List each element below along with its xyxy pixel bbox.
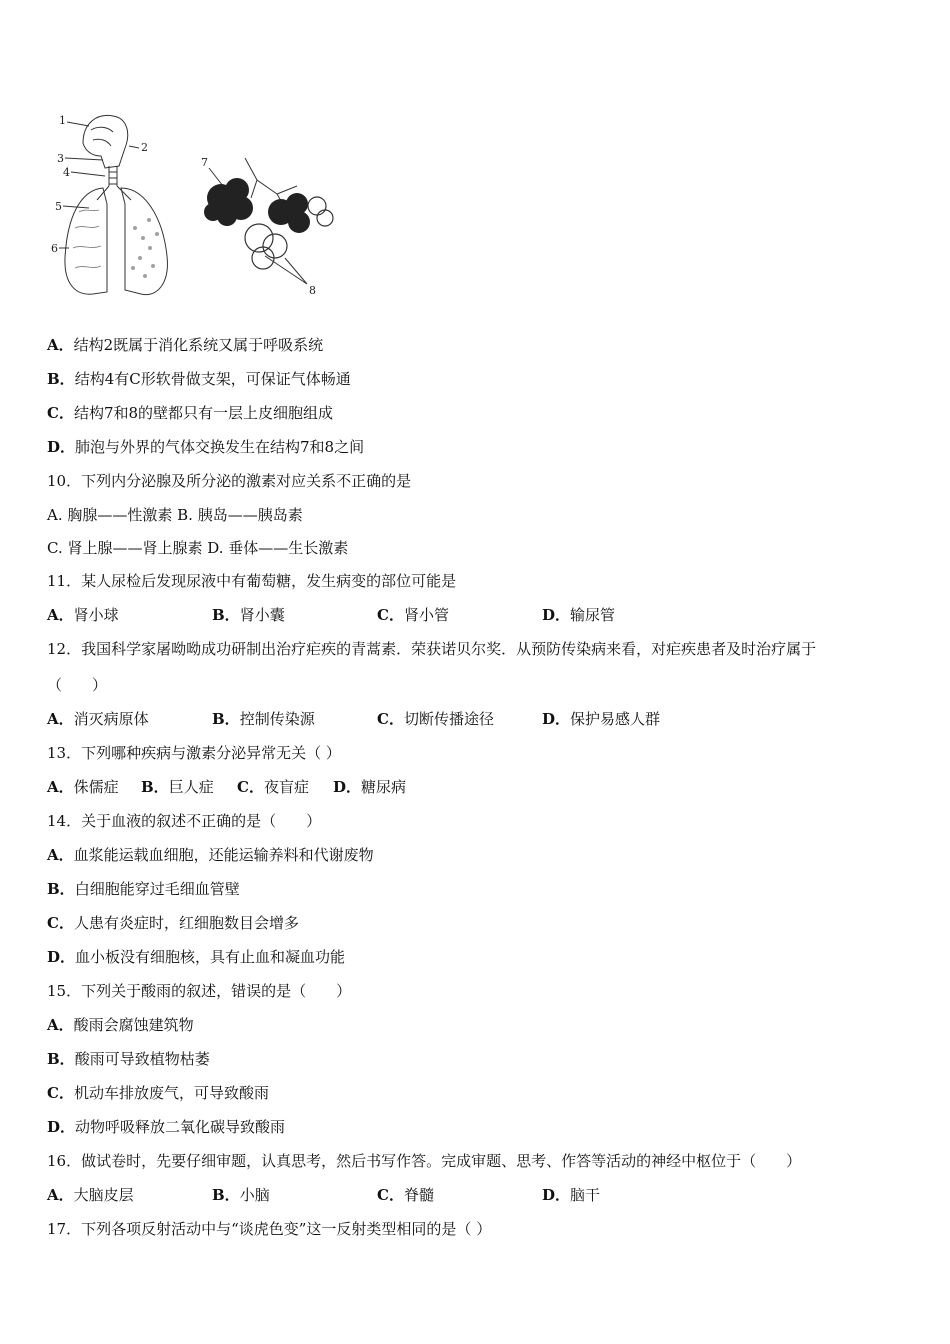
q13-option-c: C．夜盲症 bbox=[237, 778, 309, 796]
q12-option-d: D．保护易感人群 bbox=[542, 710, 661, 728]
q12-option-b: B．控制传染源 bbox=[212, 710, 315, 728]
q12-answer-paren: （ ） bbox=[47, 676, 108, 694]
q11-option-c: C．肾小管 bbox=[377, 606, 449, 624]
q15-option-a: A．酸雨会腐蚀建筑物 bbox=[47, 1016, 194, 1034]
q16-option-c: C．脊髓 bbox=[377, 1186, 434, 1204]
q9-option-b: B．结构4有C形软骨做支架，可保证气体畅通 bbox=[47, 370, 351, 388]
q12-option-c: C．切断传播途径 bbox=[377, 710, 494, 728]
q14-option-c: C．人患有炎症时，红细胞数目会增多 bbox=[47, 914, 299, 932]
q15-option-c: C．机动车排放废气，可导致酸雨 bbox=[47, 1084, 269, 1102]
figure-label-3: 3 bbox=[57, 152, 64, 165]
q13-option-b: B．巨人症 bbox=[141, 778, 214, 796]
q16-option-a: A．大脑皮层 bbox=[47, 1186, 134, 1204]
q16-option-d: D．脑干 bbox=[542, 1186, 601, 1204]
q9-option-d: D．肺泡与外界的气体交换发生在结构7和8之间 bbox=[47, 438, 365, 456]
q17-stem: 17．下列各项反射活动中与“谈虎色变”这一反射类型相同的是（ ） bbox=[47, 1220, 492, 1238]
q13-option-d: D．糖尿病 bbox=[333, 778, 407, 796]
figure-label-7: 7 bbox=[201, 156, 208, 169]
q14-option-d: D．血小板没有细胞核，具有止血和凝血功能 bbox=[47, 948, 346, 966]
respiratory-system-figure bbox=[45, 108, 335, 303]
q16-option-b: B．小脑 bbox=[212, 1186, 270, 1204]
figure-label-6: 6 bbox=[51, 242, 58, 255]
q10-options-line-2: C. 肾上腺——肾上腺素 D. 垂体——生长激素 bbox=[47, 539, 349, 557]
q13-option-a: A．侏儒症 bbox=[47, 778, 119, 796]
q16-stem: 16．做试卷时，先要仔细审题，认真思考，然后书写作答。完成审题、思考、作答等活动的神经中枢位于（ ） bbox=[47, 1152, 802, 1170]
q15-option-d: D．动物呼吸释放二氧化碳导致酸雨 bbox=[47, 1118, 286, 1136]
q11-option-b: B．肾小囊 bbox=[212, 606, 285, 624]
q11-option-a: A．肾小球 bbox=[47, 606, 119, 624]
figure-label-8: 8 bbox=[309, 284, 316, 297]
q9-option-c: C．结构7和8的壁都只有一层上皮细胞组成 bbox=[47, 404, 334, 422]
q12-stem: 12．我国科学家屠呦呦成功研制出治疗疟疾的青蒿素．荣获诺贝尔奖．从预防传染病来看，对疟疾患者及时治疗属于 bbox=[47, 640, 817, 658]
figure-label-2: 2 bbox=[141, 141, 148, 154]
q12-option-a: A．消灭病原体 bbox=[47, 710, 149, 728]
q10-options-line-1: A. 胸腺——性激素 B. 胰岛——胰岛素 bbox=[47, 506, 303, 524]
q14-option-a: A．血浆能运载血细胞，还能运输养料和代谢废物 bbox=[47, 846, 374, 864]
q15-option-b: B．酸雨可导致植物枯萎 bbox=[47, 1050, 210, 1068]
figure-label-1: 1 bbox=[59, 114, 66, 127]
q14-option-b: B．白细胞能穿过毛细血管壁 bbox=[47, 880, 240, 898]
q13-stem: 13．下列哪种疾病与激素分泌异常无关（ ） bbox=[47, 744, 341, 762]
figure-label-5: 5 bbox=[55, 200, 62, 213]
q11-option-d: D．输尿管 bbox=[542, 606, 616, 624]
q9-option-a: A．结构2既属于消化系统又属于呼吸系统 bbox=[47, 336, 324, 354]
q11-stem: 11．某人尿检后发现尿液中有葡萄糖，发生病变的部位可能是 bbox=[47, 572, 457, 590]
q15-stem: 15．下列关于酸雨的叙述，错误的是（ ） bbox=[47, 982, 352, 1000]
figure-label-4: 4 bbox=[63, 166, 70, 179]
q14-stem: 14．关于血液的叙述不正确的是（ ） bbox=[47, 812, 322, 830]
q10-stem: 10．下列内分泌腺及所分泌的激素对应关系不正确的是 bbox=[47, 472, 412, 490]
